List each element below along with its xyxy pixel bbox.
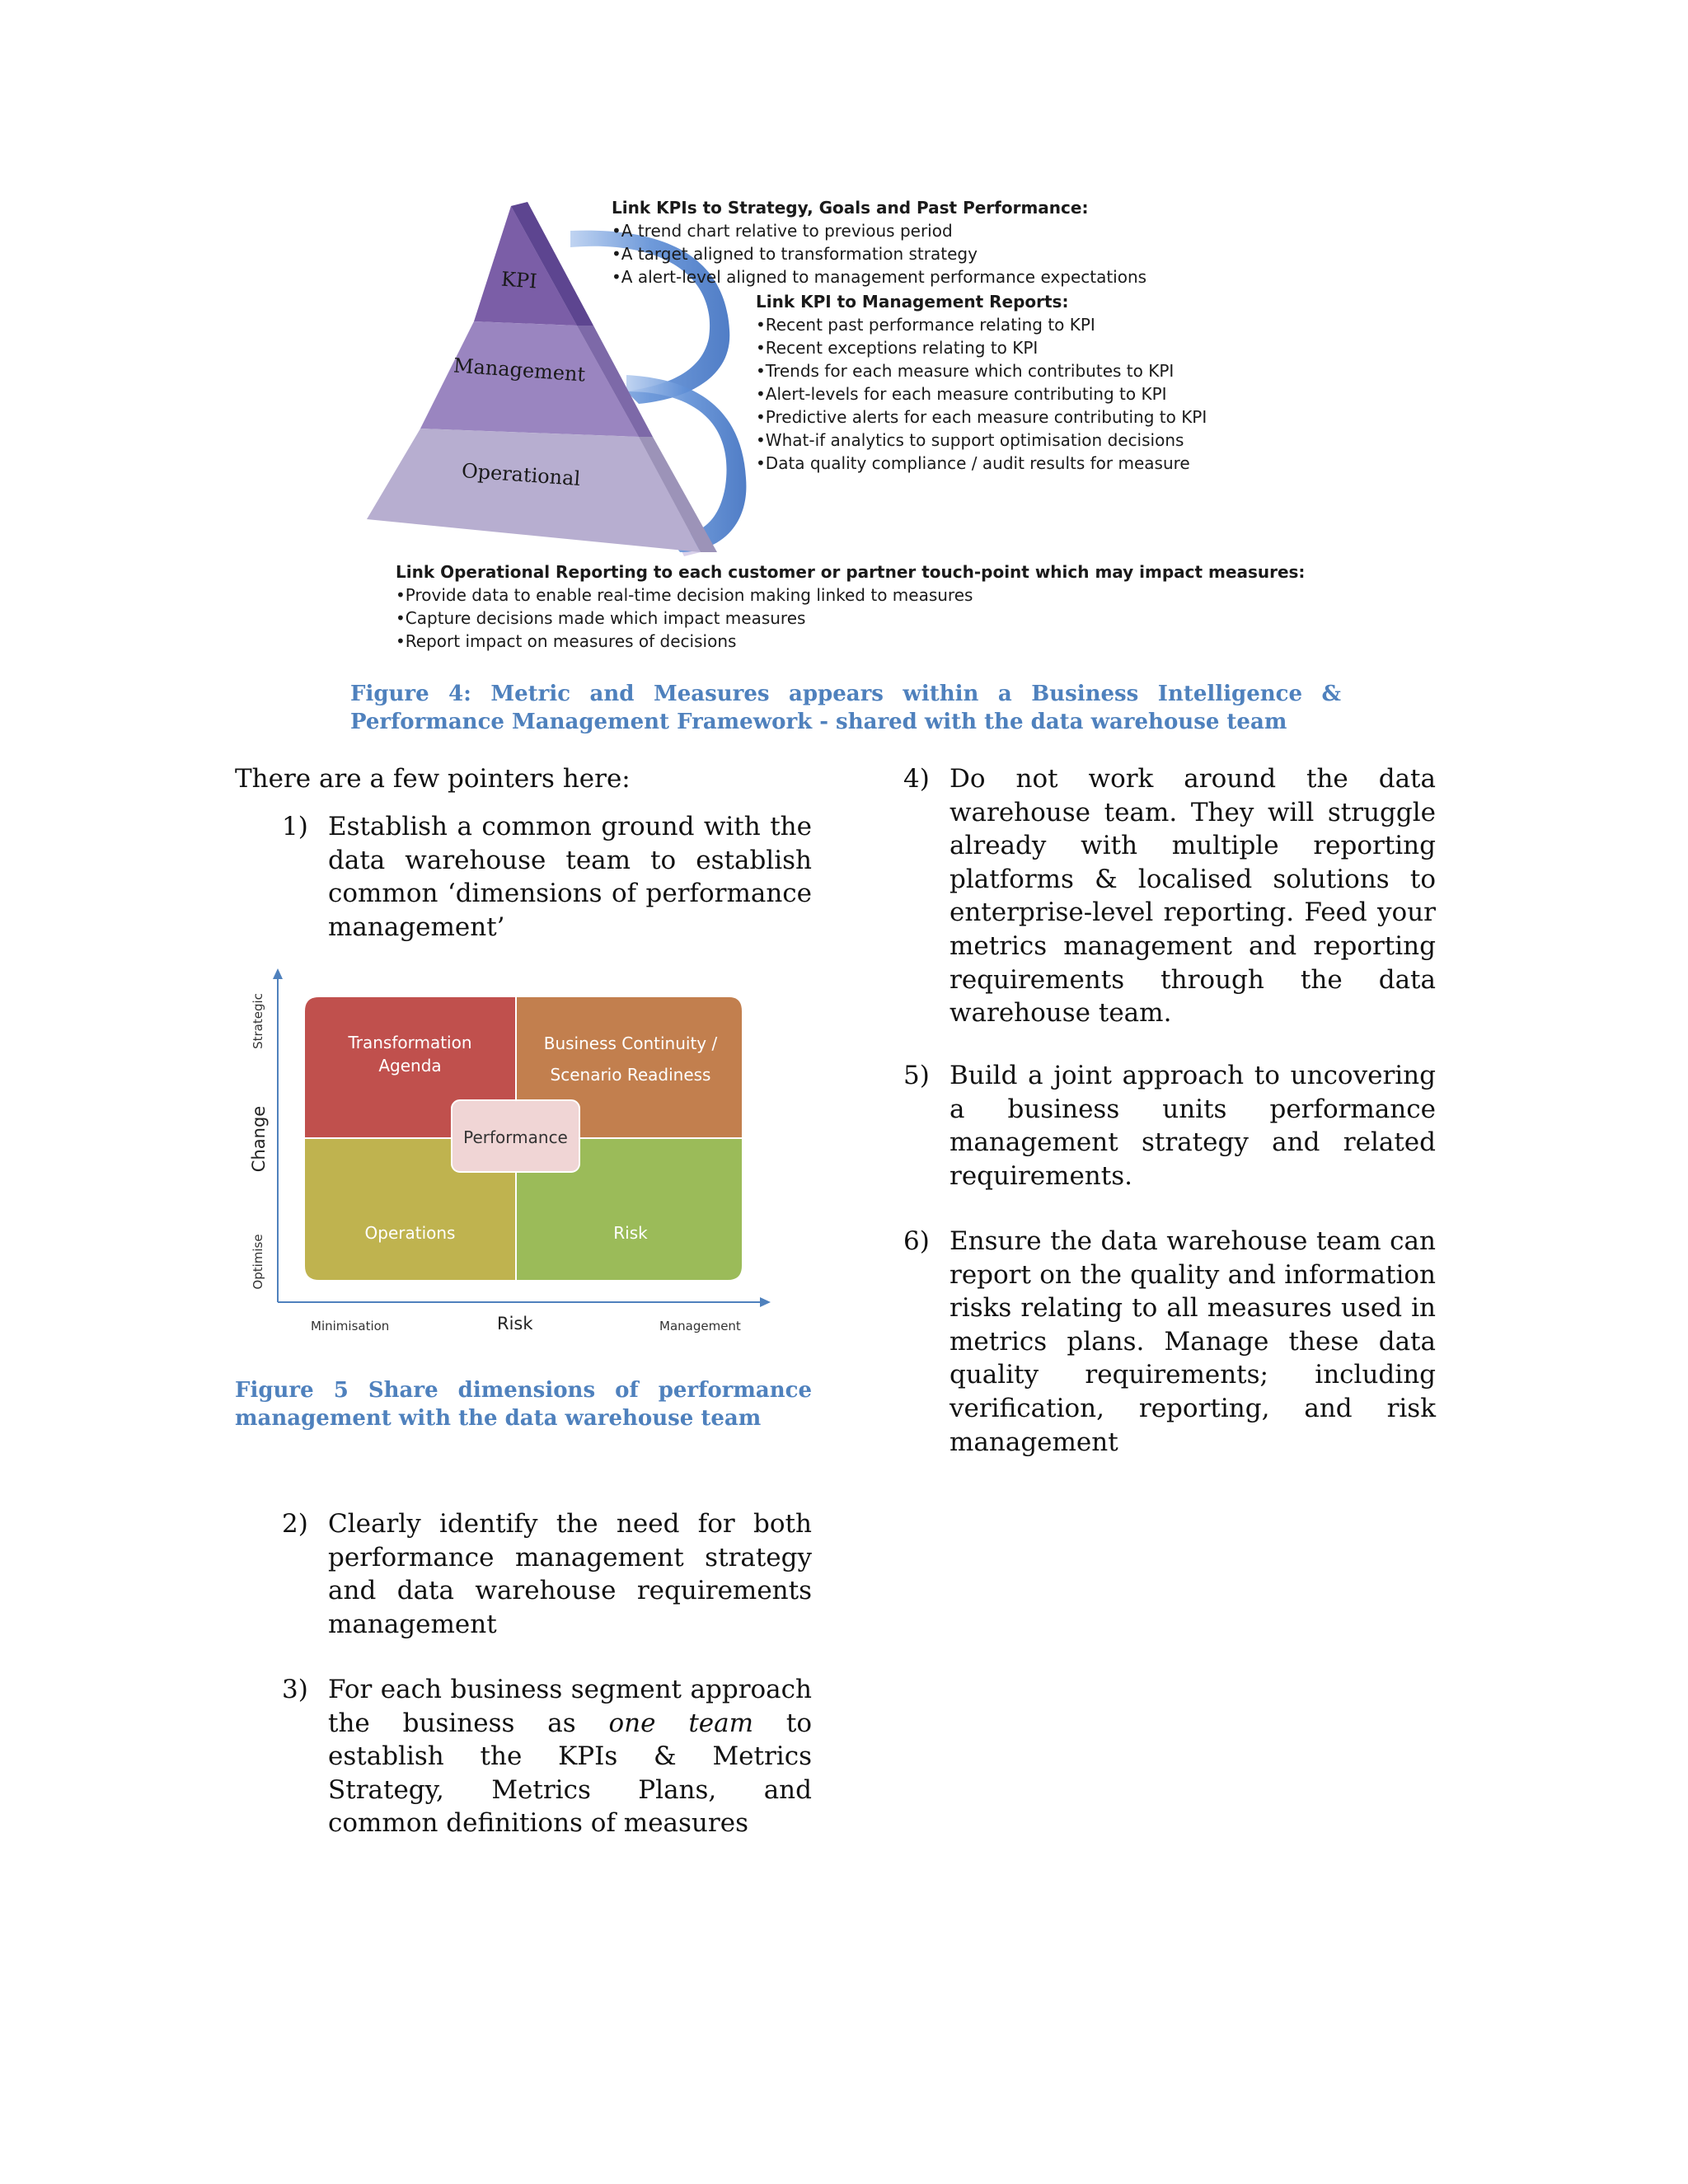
strategy-link-heading: Link KPIs to Strategy, Goals and Past Performance:: [612, 198, 1089, 218]
point-6-text: Ensure the data warehouse team can report on the quality and information risks relating to all measures used in metrics plans. Manage these data quality requirements; including verification, reporting, and risk management: [950, 1226, 1436, 1457]
operational-reporting-block: [396, 560, 1305, 653]
list-item: •A alert-level aligned to management performance expectations: [612, 267, 1147, 287]
list-item: •What-if analytics to support optimisation decisions: [756, 430, 1184, 450]
performance-matrix: [243, 964, 779, 1343]
y-axis-title: Change: [249, 1105, 269, 1173]
y-axis-top-label: Strategic: [251, 993, 265, 1049]
x-axis-right-label: Management: [659, 1319, 741, 1333]
list-item: •Recent past performance relating to KPI: [756, 315, 1095, 335]
point-4-text: Do not work around the data warehouse team. They will struggle already with multiple reporting platforms & localised solutions to enterprise-level reporting. Feed your metrics management and reporting requirements through the data warehouse team.: [950, 764, 1436, 1029]
point-1-text: Establish a common ground with the data warehouse team to establish common ‘dimensions of performance management’: [328, 812, 812, 942]
center-performance-label: Performance: [463, 1127, 568, 1147]
figure-4: [354, 190, 1343, 659]
management-reports-heading: Link KPI to Management Reports:: [756, 292, 1069, 312]
point-3-number: 3): [282, 1675, 308, 1704]
quadrant-top-left-label: Transformation Agenda: [348, 1033, 472, 1076]
point-2-text: Clearly identify the need for both performance management strategy and data warehouse requirements management: [328, 1509, 812, 1639]
list-item: •A target aligned to transformation strategy: [612, 244, 978, 264]
management-reports-block: [756, 290, 1207, 475]
operational-reporting-heading: Link Operational Reporting to each customer or partner touch-point which may impact measures:: [396, 562, 1306, 582]
quadrant-bottom-left-label: Operations: [364, 1223, 456, 1243]
point-1-number: 1): [282, 812, 308, 841]
y-axis-bottom-label: Optimise: [251, 1234, 265, 1290]
list-item: •Capture decisions made which impact measures: [396, 608, 806, 628]
point-4-number: 4): [903, 764, 930, 794]
point-3-text-end: to establish the KPIs & Metrics Strategy, Metrics Plans, and common definitions of measures: [328, 1708, 812, 1839]
figure-5: [243, 964, 779, 1343]
pyramid-label-kpi: KPI: [500, 267, 538, 293]
quadrant-top-right-label: Business Continuity / Scenario Readiness: [543, 1033, 718, 1085]
list-item: •A trend chart relative to previous period: [612, 221, 953, 241]
pyramid-label-operational: Operational: [461, 459, 582, 490]
list-item: •Provide data to enable real-time decision making linked to measures: [396, 585, 973, 605]
x-axis-title: Risk: [497, 1314, 533, 1333]
list-item: •Data quality compliance / audit results for measure: [756, 453, 1190, 473]
list-item: •Trends for each measure which contributes to KPI: [756, 361, 1175, 381]
list-item: •Alert-levels for each measure contributing to KPI: [756, 384, 1167, 404]
list-item: •Predictive alerts for each measure contributing to KPI: [756, 407, 1207, 427]
point-3-text-start: For each business segment approach the business as: [328, 1675, 812, 1738]
figure-5-caption: Figure 5 Share dimensions of performance management with the data warehouse team: [235, 1378, 812, 1431]
pyramid-label-management: Management: [452, 354, 587, 387]
figure-4-caption: Figure 4: Metric and Measures appears within a Business Intelligence & Performance Management Framework - shared with the data warehouse team: [350, 682, 1341, 734]
point-2-number: 2): [282, 1509, 308, 1539]
quadrant-bottom-right-label: Risk: [613, 1223, 648, 1243]
list-item: •Recent exceptions relating to KPI: [756, 338, 1039, 358]
point-5-text: Build a joint approach to uncovering a business units performance management strategy and related requirements.: [950, 1061, 1436, 1191]
strategy-link-block: [612, 196, 1146, 288]
list-item: •Report impact on measures of decisions: [396, 631, 737, 651]
point-3-text-emphasis: one team: [608, 1708, 754, 1738]
intro-text: There are a few pointers here:: [235, 764, 631, 794]
x-axis-left-label: Minimisation: [311, 1319, 390, 1333]
point-5-number: 5): [903, 1061, 930, 1090]
point-3-text: [328, 1673, 812, 1840]
point-6-number: 6): [903, 1226, 930, 1256]
